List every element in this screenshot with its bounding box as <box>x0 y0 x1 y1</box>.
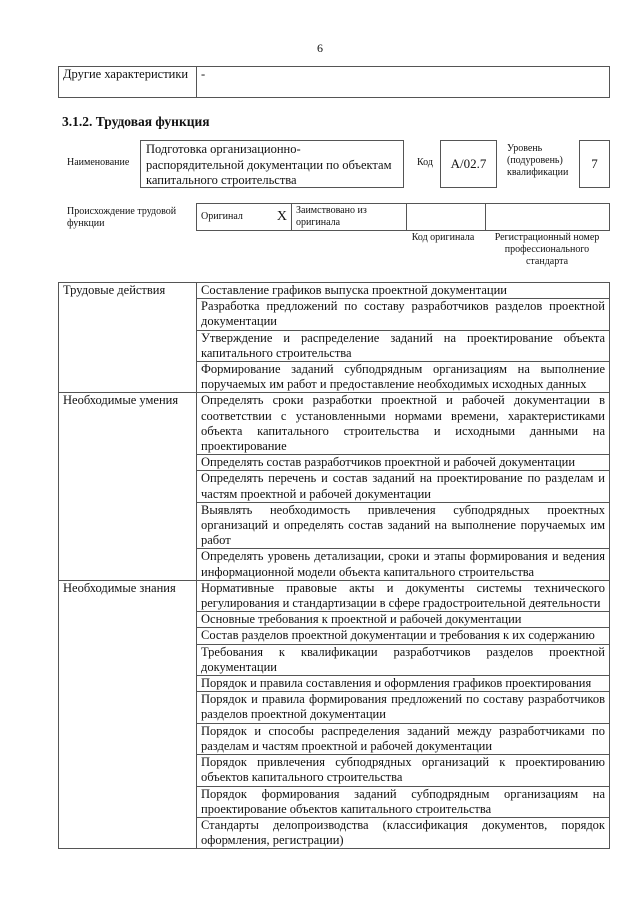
level-label: Уровень (подуровень) квалификации <box>507 143 569 178</box>
function-code: A/02.7 <box>440 140 497 188</box>
section-item: Порядок и правила составления и оформления графиков проектирования <box>197 676 610 692</box>
section-label: Необходимые умения <box>59 393 197 580</box>
code-label: Код <box>417 157 433 168</box>
section-item: Утверждение и распределение заданий на проектирование объекта капитального строительства <box>197 330 610 361</box>
section-item: Определять состав разработчиков проектной и рабочей документации <box>197 455 610 471</box>
reg-number-cell <box>486 204 610 231</box>
original-mark: X <box>276 209 287 224</box>
section-item: Нормативные правовые акты и документы системы технического регулирования и стандартизации в сфере градостроительной деятельности <box>197 580 610 611</box>
section-item: Порядок формирования заданий субподрядным организациям на проектирование объектов капитального строительства <box>197 786 610 817</box>
section-label: Необходимые знания <box>59 580 197 848</box>
table-row <box>59 283 610 299</box>
borrowed-label: Заимствовано из оригинала <box>292 204 407 231</box>
function-details-table <box>58 282 610 849</box>
table-row <box>59 393 610 455</box>
other-characteristics-label: Другие характеристики <box>59 67 197 98</box>
function-name: Подготовка организационно-распорядительной документации по объектам капитального строительства <box>140 140 404 188</box>
origin-label: Происхождение трудовой функции <box>67 206 177 229</box>
section-item: Состав разделов проектной документации и требования к их содержанию <box>197 628 610 644</box>
section-item: Порядок и правила формирования предложений по составу разработчиков разделов проектной документации <box>197 692 610 723</box>
section-item: Требования к квалификации разработчиков разделов проектной документации <box>197 644 610 675</box>
origin-table <box>196 203 610 231</box>
original-label: Оригинал <box>201 211 243 222</box>
section-item: Формирование заданий субподрядным организациям на выполнение поручаемых им работ и предоставление необходимых исходных данных <box>197 362 610 393</box>
table-row <box>59 580 610 611</box>
section-item: Стандарты делопроизводства (классификация документов, порядок оформления, регистрации) <box>197 817 610 848</box>
name-label: Наименование <box>67 157 130 168</box>
section-item: Определять уровень детализации, сроки и этапы формирования и ведения информационной модели объекта капитального строительства <box>197 549 610 580</box>
section-item: Составление графиков выпуска проектной документации <box>197 283 610 299</box>
other-characteristics-value: - <box>197 67 610 98</box>
section-item: Порядок привлечения субподрядных организаций к проектированию объектов капитального строительства <box>197 755 610 786</box>
section-item: Определять перечень и состав заданий на проектирование по разделам и частям проектной и рабочей документации <box>197 471 610 502</box>
section-item: Определять сроки разработки проектной и рабочей документации в соответствии с установленными нормами времени, характеристиками объекта капитального строительства и исходными данными на проектирование <box>197 393 610 455</box>
section-item: Основные требования к проектной и рабочей документации <box>197 612 610 628</box>
section-label: Трудовые действия <box>59 283 197 393</box>
original-code-caption: Код оригинала <box>411 232 475 243</box>
original-code-cell <box>407 204 486 231</box>
reg-number-caption: Регистрационный номер профессионального стандарта <box>494 232 600 267</box>
other-characteristics-table <box>58 66 610 98</box>
qualification-level: 7 <box>579 140 610 188</box>
section-title: 3.1.2. Трудовая функция <box>62 114 210 129</box>
page-number: 6 <box>317 41 323 55</box>
section-item: Разработка предложений по составу разработчиков разделов проектной документации <box>197 299 610 330</box>
section-item: Порядок и способы распределения заданий между разработчиками по разделам и частям проектной и рабочей документации <box>197 723 610 754</box>
section-item: Выявлять необходимость привлечения субподрядных проектных организаций и определять состав заданий на выполнение поручаемых им работ <box>197 502 610 549</box>
